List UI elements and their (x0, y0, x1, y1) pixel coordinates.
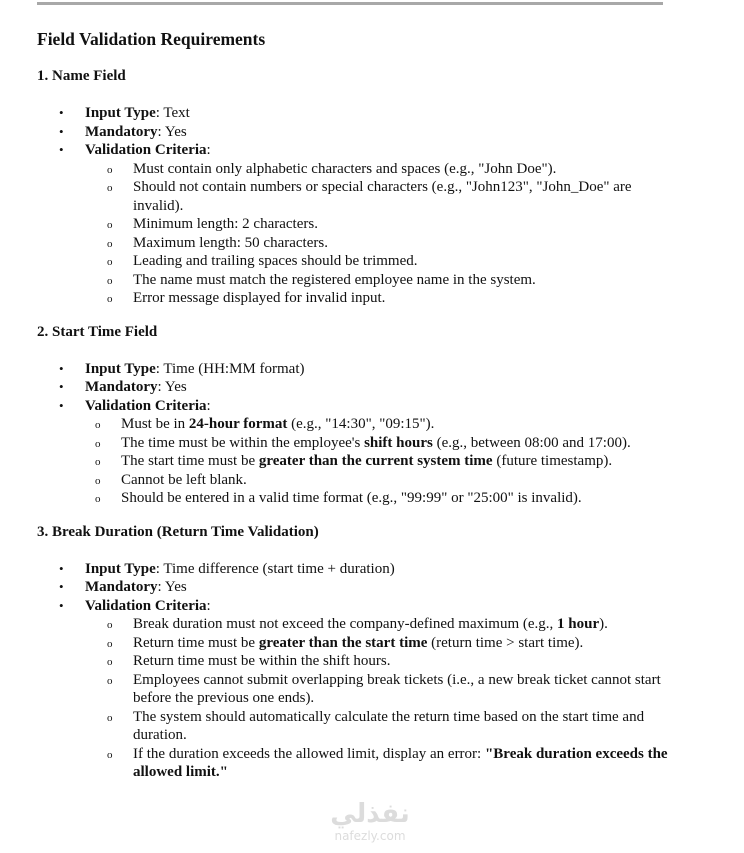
section-heading: 1. Name Field (37, 68, 126, 84)
criteria-item: o Employees cannot submit overlapping break tickets (i.e., a new break ticket cannot start before the previous one ends). (107, 671, 661, 706)
property-value: : Yes (157, 123, 187, 140)
circle-bullet-icon: o (107, 237, 113, 250)
property-value: : (206, 597, 211, 614)
bullet-icon: • (59, 142, 64, 157)
property-mandatory (37, 123, 677, 142)
property-list (37, 104, 677, 308)
criteria-item: o Cannot be left blank. (73, 471, 677, 490)
property-label: Input Type (85, 360, 156, 377)
property-mandatory (37, 578, 677, 597)
bullet-icon: • (59, 579, 64, 594)
property-value: : Yes (157, 379, 187, 395)
property-value: : Yes (157, 579, 187, 595)
criteria-item: o The time must be within the employee's shift hours (e.g., between 08:00 and 17:00). (73, 434, 677, 453)
property-value: : (206, 142, 211, 158)
watermark-url-text: nafezly.com (334, 829, 406, 843)
property-label: Input Type (85, 105, 156, 121)
property-validation-criteria (37, 141, 677, 308)
property-input-type (37, 560, 677, 579)
bullet-icon: • (59, 123, 64, 139)
property-label: Mandatory (85, 123, 158, 140)
property-value: : Time (HH:MM format) (155, 360, 305, 377)
property-input-type (37, 104, 677, 123)
property-label: Mandatory (85, 379, 158, 395)
circle-bullet-icon: o (95, 419, 101, 431)
criteria-item: o The name must match the registered employee name in the system. (85, 271, 677, 290)
criteria-item: o Return time must be greater than the start time (return time > start time). (85, 634, 677, 653)
property-value: : (206, 397, 211, 414)
criteria-item: o Minimum length: 2 characters. (85, 215, 677, 234)
criteria-item: o Error message displayed for invalid input. (85, 289, 677, 308)
circle-bullet-icon: o (95, 437, 101, 450)
circle-bullet-icon: o (107, 619, 113, 631)
circle-bullet-icon: o (107, 293, 113, 305)
property-label: Validation Criteria (85, 142, 207, 158)
property-label: Mandatory (85, 579, 158, 595)
circle-bullet-icon: o (95, 493, 101, 505)
watermark-logo (322, 800, 418, 844)
criteria-list (73, 415, 677, 508)
property-label: Validation Criteria (85, 597, 207, 614)
circle-bullet-icon: o (95, 456, 101, 468)
criteria-item: o Should be entered in a valid time format (e.g., "99:99" or "25:00" is invalid). (73, 489, 677, 508)
circle-bullet-icon: o (107, 656, 113, 668)
criteria-item: o Return time must be within the shift hours. (85, 652, 677, 671)
section-break-duration (37, 522, 677, 782)
bullet-icon: • (59, 360, 64, 376)
property-validation-criteria (37, 397, 677, 508)
criteria-item: o The start time must be greater than the current system time (future timestamp). (73, 452, 677, 471)
bullet-icon: • (59, 397, 64, 413)
criteria-item: o Maximum length: 50 characters. (85, 234, 677, 253)
circle-bullet-icon: o (107, 219, 113, 231)
section-name-field (37, 66, 677, 308)
criteria-item: o If the duration exceeds the allowed limit, display an error: "Break duration exceeds the allowed limit." (107, 745, 668, 780)
property-list (37, 360, 677, 508)
document-title: Field Validation Requirements (37, 29, 266, 49)
bullet-icon: • (59, 105, 64, 120)
circle-bullet-icon: o (107, 674, 113, 687)
bullet-icon: • (59, 379, 64, 394)
criteria-list (85, 615, 677, 782)
circle-bullet-icon: o (107, 274, 113, 287)
circle-bullet-icon: o (107, 256, 113, 268)
property-label: Input Type (85, 560, 156, 577)
circle-bullet-icon: o (107, 748, 113, 761)
property-label: Validation Criteria (85, 397, 207, 414)
criteria-item: o Must contain only alphabetic characters and spaces (e.g., "John Doe"). (85, 160, 677, 179)
circle-bullet-icon: o (95, 474, 101, 487)
criteria-item: o Should not contain numbers or special characters (e.g., "John123", "John_Doe" are invalid). (107, 179, 632, 214)
section-start-time-field (37, 322, 677, 508)
property-mandatory (37, 378, 677, 397)
bullet-icon: • (59, 560, 64, 576)
section-heading: 3. Break Duration (Return Time Validation) (37, 523, 319, 540)
horizontal-rule (37, 2, 663, 5)
property-value: : Text (155, 105, 190, 121)
watermark-arabic-text: نفذلي (330, 799, 410, 829)
circle-bullet-icon: o (107, 637, 113, 650)
bullet-icon: • (59, 597, 64, 613)
document-body (37, 28, 677, 796)
criteria-list (85, 160, 677, 308)
property-list (37, 560, 677, 782)
property-value: : Time difference (start time + duration) (155, 560, 395, 577)
section-heading: 2. Start Time Field (37, 323, 158, 340)
circle-bullet-icon: o (107, 711, 113, 724)
circle-bullet-icon: o (107, 163, 113, 176)
circle-bullet-icon: o (107, 182, 113, 194)
criteria-item: o Must be in 24-hour format (e.g., "14:30", "09:15"). (73, 415, 677, 434)
criteria-item: o Leading and trailing spaces should be trimmed. (85, 252, 677, 271)
property-input-type (37, 360, 677, 379)
criteria-item: o The system should automatically calculate the return time based on the start time and duration. (107, 708, 645, 743)
property-validation-criteria (37, 597, 677, 782)
criteria-item: o Break duration must not exceed the company-defined maximum (e.g., 1 hour). (85, 615, 677, 634)
